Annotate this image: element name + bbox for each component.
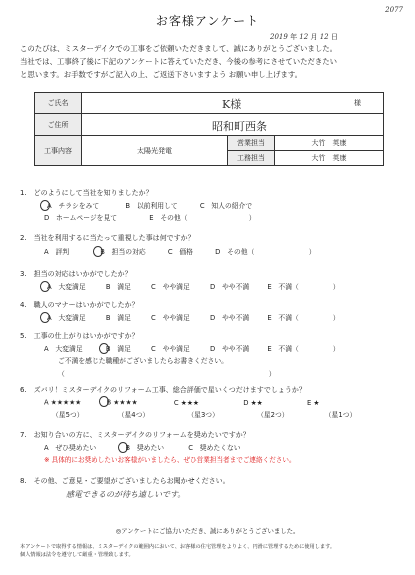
intro-text [20,42,400,81]
thanks-line: ◎アンケートにご協力いただき、誠にありがとうございました。 [115,527,300,535]
selected-circle-icon [93,246,103,257]
q6-sub-d: （星2つ） [257,411,289,419]
q4-options [40,312,340,324]
q1-option-e[interactable]: E その他（ ） [149,214,256,222]
date-day-suffix: 日 [330,33,338,41]
q7-option-b[interactable]: B 奨めたい [125,444,165,452]
q6-sublabels [52,409,356,419]
q4-option-b[interactable]: B 満足 [105,314,131,322]
q7-warning: ※ 具体的にお奨めしたいお客様がいましたら、ぜひ営業担当者までご連絡ください。 [44,456,296,464]
privacy-line: 本アンケートで取得する情報は、ミスターデイクの範囲内において、お客様の住宅管理をよりよく、円滑に管理するために使用します。 [20,544,336,550]
q6-option-b[interactable]: B ★★★★ [106,398,138,407]
q6-option-d[interactable]: D ★★ [243,398,263,407]
q3-option-b[interactable]: B 満足 [105,283,131,291]
construction-value: 大竹 英康 [275,151,384,166]
q3-option-d[interactable]: D やや不満 [209,283,250,291]
sales-label: 営業担当 [228,136,275,151]
q5-options [44,343,340,355]
privacy-note [20,543,400,559]
q2-option-a[interactable]: A 評判 [44,248,70,256]
date-day: 12 [319,33,329,41]
date-year: 2019 [270,33,288,41]
work-label: 工事内容 [35,136,82,166]
address-label: ご住所 [35,114,82,136]
q1-option-b[interactable]: B 以前利用して [125,202,178,210]
q3-option-c[interactable]: C やや満足 [151,283,190,291]
q3-option-e[interactable]: E 不満（ ） [267,283,340,291]
q6-option-a[interactable]: A ★★★★★ [44,398,82,407]
q5-note: ご不満を感じた職種がございましたらお書きください。 [58,357,228,365]
q8-answer[interactable]: 感電できるのが待ち遠しいです。 [66,490,186,499]
q6-sub-a: （星5つ） [52,411,84,419]
page-title: お客様アンケート [155,14,260,28]
question-6: 6. ズバリ！ミスターデイクのリフォーム工事、総合評価で星いくつだけますでしょうか？ [20,386,306,394]
q2-option-c[interactable]: C 価格 [167,248,193,256]
q6-options [44,397,320,408]
survey-number: 2077 [385,6,403,14]
q6-sub-e: （星1つ） [324,411,357,419]
question-2: 2. 当社を利用するに当たって重視した事は何ですか？ [20,234,195,242]
q1-options [40,200,252,212]
q6-option-e[interactable]: E ★ [306,398,320,407]
address-value: 昭和町西条 [212,120,267,133]
q5-option-c[interactable]: C やや満足 [151,345,190,353]
q1-option-d[interactable]: D ホームページを見て [44,214,118,222]
sales-value: 大竹 英康 [275,136,384,151]
q2-options [44,246,316,258]
q2-option-d[interactable]: D その他（ ） [215,248,316,256]
q6-option-c[interactable]: C ★★★ [173,398,200,407]
privacy-line: 個人情報は法令を遵守して厳重・管理致します。 [20,552,134,558]
q5-option-d[interactable]: D やや不満 [209,345,250,353]
intro-line: 当社では、工事終了後に下記のアンケートに答えていただき、今後の参考にさせていただきたい [20,57,338,66]
selected-circle-icon [118,442,128,453]
address-cell [82,114,384,136]
date-month-suffix: 月 [310,33,318,41]
q5-option-a[interactable]: A 大変満足 [44,345,83,353]
customer-info-table [34,92,384,166]
q2-option-b[interactable]: B 担当の対応 [100,248,146,256]
q1-option-c[interactable]: C 知人の紹介で [199,202,253,210]
q4-option-a[interactable]: A 大変満足 [47,314,86,322]
selected-circle-icon [99,343,109,354]
question-1: 1. どのようにして当社を知りましたか？ [20,189,153,197]
name-label: ご氏名 [35,93,82,114]
selected-circle-icon [40,312,50,323]
question-3: 3. 担当の対応はいかがでしたか？ [20,270,132,278]
q5-option-e[interactable]: E 不満（ ） [267,345,340,353]
selected-circle-icon [40,281,50,292]
work-value: 太陽光発電 [82,136,228,166]
q6-sub-c: （星3つ） [187,411,219,419]
date-line [270,32,338,42]
name-cell [82,93,384,114]
q1-option-a[interactable]: A チラシをみて [47,202,100,210]
q7-options [44,442,241,454]
construction-label: 工務担当 [228,151,275,166]
name-suffix: 様 [354,99,361,107]
question-5: 5. 工事の仕上がりはいかがですか？ [20,332,139,340]
q7-option-a[interactable]: A ぜひ奨めたい [44,444,97,452]
q5-comment-paren[interactable]: （ ） [58,370,276,378]
q6-sub-b: （星4つ） [117,411,150,419]
question-7: 7. お知り合いの方に、ミスターデイクのリフォームを奨めたいですか？ [20,431,250,439]
q7-option-c[interactable]: C 奨めたくない [188,444,241,452]
name-value: K様 [222,98,242,111]
intro-line: と思います。お手数ですがご記入の上、ご返送下さいますよう お願い申し上げます。 [20,70,303,79]
q3-option-a[interactable]: A 大変満足 [47,283,86,291]
q4-option-c[interactable]: C やや満足 [151,314,190,322]
q4-option-d[interactable]: D やや不満 [209,314,250,322]
selected-circle-icon [40,200,50,211]
q4-option-e[interactable]: E 不満（ ） [267,314,340,322]
q1-options-row2 [44,212,256,222]
question-8: 8. その他、ご意見・ご要望がございましたらお聞かせください。 [20,477,230,485]
question-4: 4. 職人のマナーはいかがでしたか？ [20,301,139,309]
q5-option-b[interactable]: B 満足 [105,345,131,353]
intro-line: このたびは、ミスターデイクでの工事をご依頼いただきまして、誠にありがとうございました。 [20,44,337,53]
date-year-suffix: 年 [290,33,298,41]
q3-options [40,281,340,293]
date-month: 12 [299,33,309,41]
